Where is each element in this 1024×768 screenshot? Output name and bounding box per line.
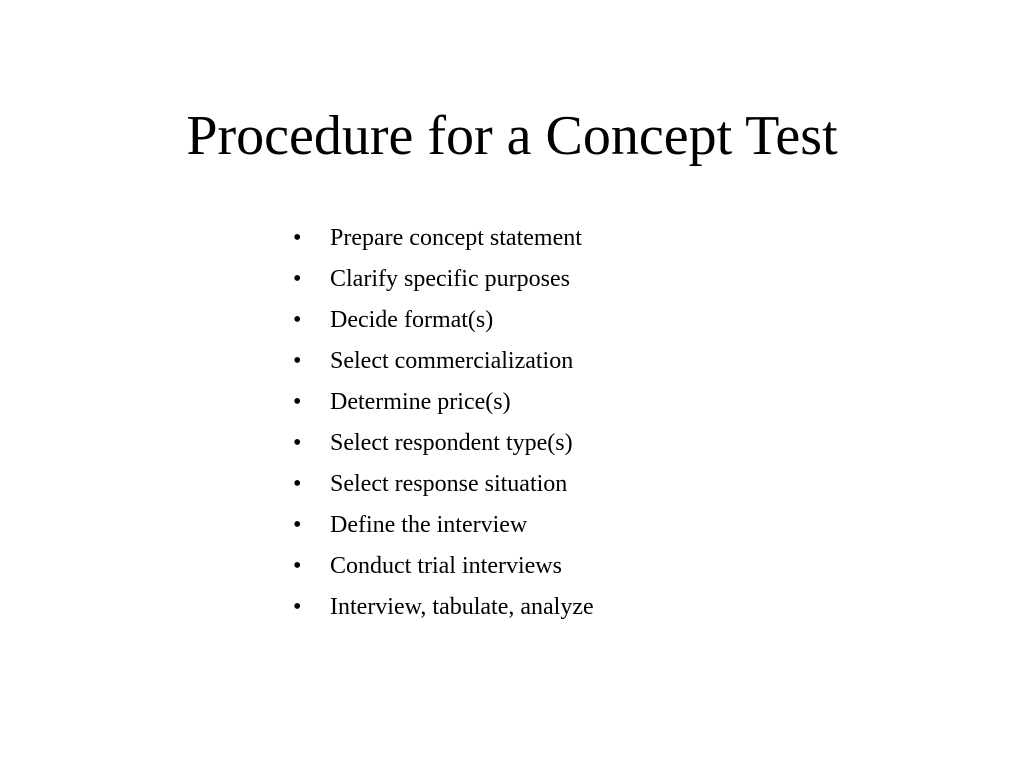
bullet-item (293, 343, 594, 384)
bullet-item (293, 384, 594, 425)
bullet-text: Define the interview (330, 512, 528, 538)
bullet-icon: • (293, 430, 302, 456)
bullet-item (293, 220, 594, 261)
bullet-text: Determine price(s) (330, 389, 511, 415)
bullet-icon: • (293, 348, 302, 374)
bullet-item (293, 589, 594, 630)
bullet-icon: • (293, 389, 302, 415)
bullet-item (293, 261, 594, 302)
bullet-text: Select response situation (330, 471, 568, 497)
bullet-text: Select respondent type(s) (330, 430, 573, 456)
bullet-item (293, 507, 594, 548)
bullet-icon: • (293, 512, 302, 538)
bullet-icon: • (293, 266, 302, 292)
bullet-text: Decide format(s) (330, 307, 494, 333)
bullet-icon: • (293, 594, 302, 620)
bullet-text: Conduct trial interviews (330, 553, 562, 579)
bullet-list (293, 220, 594, 630)
bullet-text: Prepare concept statement (330, 225, 582, 251)
bullet-item (293, 466, 594, 507)
bullet-icon: • (293, 471, 302, 497)
bullet-icon: • (293, 307, 302, 333)
bullet-icon: • (293, 225, 302, 251)
bullet-item (293, 425, 594, 466)
bullet-item (293, 548, 594, 589)
slide-title: Procedure for a Concept Test (186, 105, 838, 167)
bullet-text: Select commercialization (330, 348, 574, 374)
bullet-item (293, 302, 594, 343)
bullet-text: Clarify specific purposes (330, 266, 570, 292)
bullet-text: Interview, tabulate, analyze (330, 594, 594, 620)
bullet-icon: • (293, 553, 302, 579)
